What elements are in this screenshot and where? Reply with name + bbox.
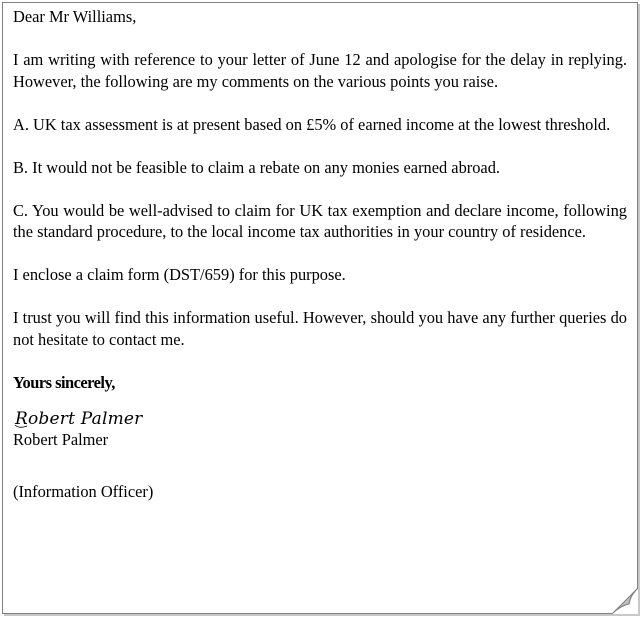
svg-text:Robert Palmer: Robert Palmer <box>15 409 143 429</box>
salutation: Dear Mr Williams, <box>13 7 137 26</box>
signer-title: (Information Officer) <box>13 481 154 501</box>
intro-paragraph: I am writing with reference to your letter of June 12 and apologise for the delay in replying. However, the following are my comments on the various points you raise. <box>13 50 627 91</box>
enclosure-paragraph: I enclose a claim form (DST/659) for this purpose. <box>13 265 346 284</box>
closing-phrase: Yours sincerely, <box>13 372 115 392</box>
signature-icon <box>13 406 143 430</box>
handwritten-signature <box>13 407 627 429</box>
point-c-paragraph: C. You would be well-advised to claim for UK tax exemption and declare income, following the standard procedure, to the local income tax authorities in your country of residence. <box>13 200 627 241</box>
point-a-paragraph: A. UK tax assessment is at present based on £5% of earned income at the lowest threshold. <box>13 114 611 134</box>
letter-page <box>2 2 638 614</box>
point-b-paragraph: B. It would not be feasible to claim a rebate on any monies earned abroad. <box>13 157 500 177</box>
closing-paragraph: I trust you will find this information useful. However, should you have any further queries do not hesitate to contact me. <box>13 308 627 349</box>
signer-name: Robert Palmer <box>13 430 109 449</box>
page-curl-icon <box>612 588 638 614</box>
